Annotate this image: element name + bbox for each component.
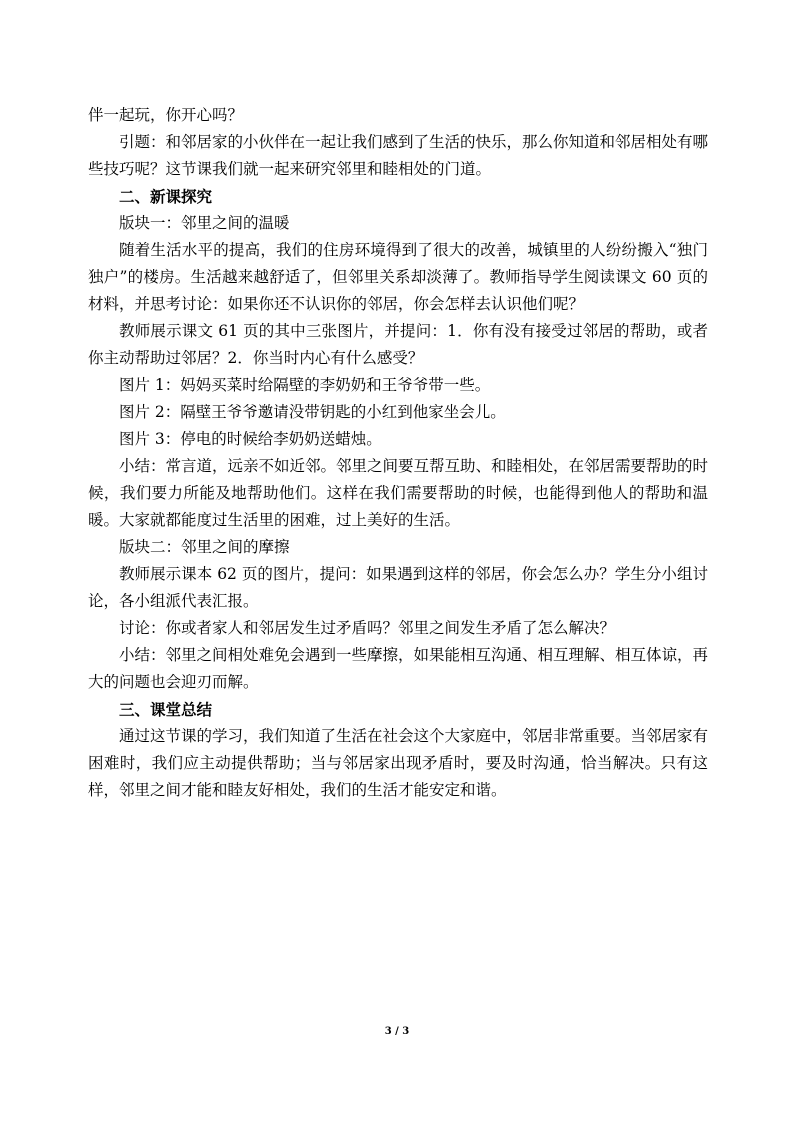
document-body (88, 102, 708, 804)
paragraph-page-62: 教师展示课本 62 页的图片，提问：如果遇到这样的邻居，你会怎么办？学生分小组讨论，各小组派代表汇报。 (88, 565, 708, 610)
paragraph-discussion: 讨论：你或者家人和邻居发生过矛盾吗？邻里之间发生矛盾了怎么解决？ (119, 619, 616, 637)
page-number: 3 / 3 (384, 1026, 410, 1037)
paragraph-living-standard: 随着生活水平的提高，我们的住房环境得到了很大的改善，城镇里的人纷纷搬入“独门独户”的楼房。生活越来越舒适了，但邻里关系却淡薄了。教师指导学生阅读课文 60 页的材料，并思考讨论：如果你还不认识你的邻居，你会怎样去认识他们呢？ (88, 241, 708, 313)
paragraph-summary-2: 小结：邻里之间相处难免会遇到一些摩擦，如果能相互沟通、相互理解、相互体谅，再大的问题也会迎刃而解。 (88, 646, 709, 691)
paragraph-intro: 引题：和邻居家的小伙伴在一起让我们感到了生活的快乐，那么你知道和邻居相处有哪些技巧呢？这节课我们就一起来研究邻里和睦相处的门道。 (88, 133, 709, 178)
paragraph-conclusion: 通过这节课的学习，我们知道了生活在社会这个大家庭中，邻居非常重要。当邻居家有困难时，我们应主动提供帮助；当与邻居家出现矛盾时，要及时沟通，恰当解决。只有这样，邻里之间才能和睦友好相处，我们的生活才能安定和谐。 (88, 727, 709, 799)
section-heading-class-summary: 三、课堂总结 (119, 700, 213, 719)
paragraph-teacher-shows-pictures: 教师展示课文 61 页的其中三张图片，并提问：1．你有没有接受过邻居的帮助，或者你主动帮助过邻居？2．你当时内心有什么感受？ (88, 322, 708, 367)
paragraph-picture-3: 图片 3：停电的时候给李奶奶送蜡烛。 (119, 430, 382, 448)
subsection-heading-warmth: 版块一：邻里之间的温暖 (119, 214, 290, 232)
paragraph-continuation: 伴一起玩，你开心吗？ (88, 106, 244, 124)
paragraph-summary-1: 小结：常言道，远亲不如近邻。邻里之间要互帮互助、和睦相处，在邻居需要帮助的时候，我们要力所能及地帮助他们。这样在我们需要帮助的时候，也能得到他人的帮助和温暖。大家就都能度过生活里的困难，过上美好的生活。 (88, 457, 709, 529)
subsection-heading-friction: 版块二：邻里之间的摩擦 (119, 538, 290, 556)
section-heading-new-lesson: 二、新课探究 (119, 187, 213, 206)
paragraph-picture-1: 图片 1：妈妈买菜时给隔壁的李奶奶和王爷爷带一些。 (119, 376, 491, 394)
paragraph-picture-2: 图片 2：隔壁王爷爷邀请没带钥匙的小红到他家坐会儿。 (119, 403, 506, 421)
